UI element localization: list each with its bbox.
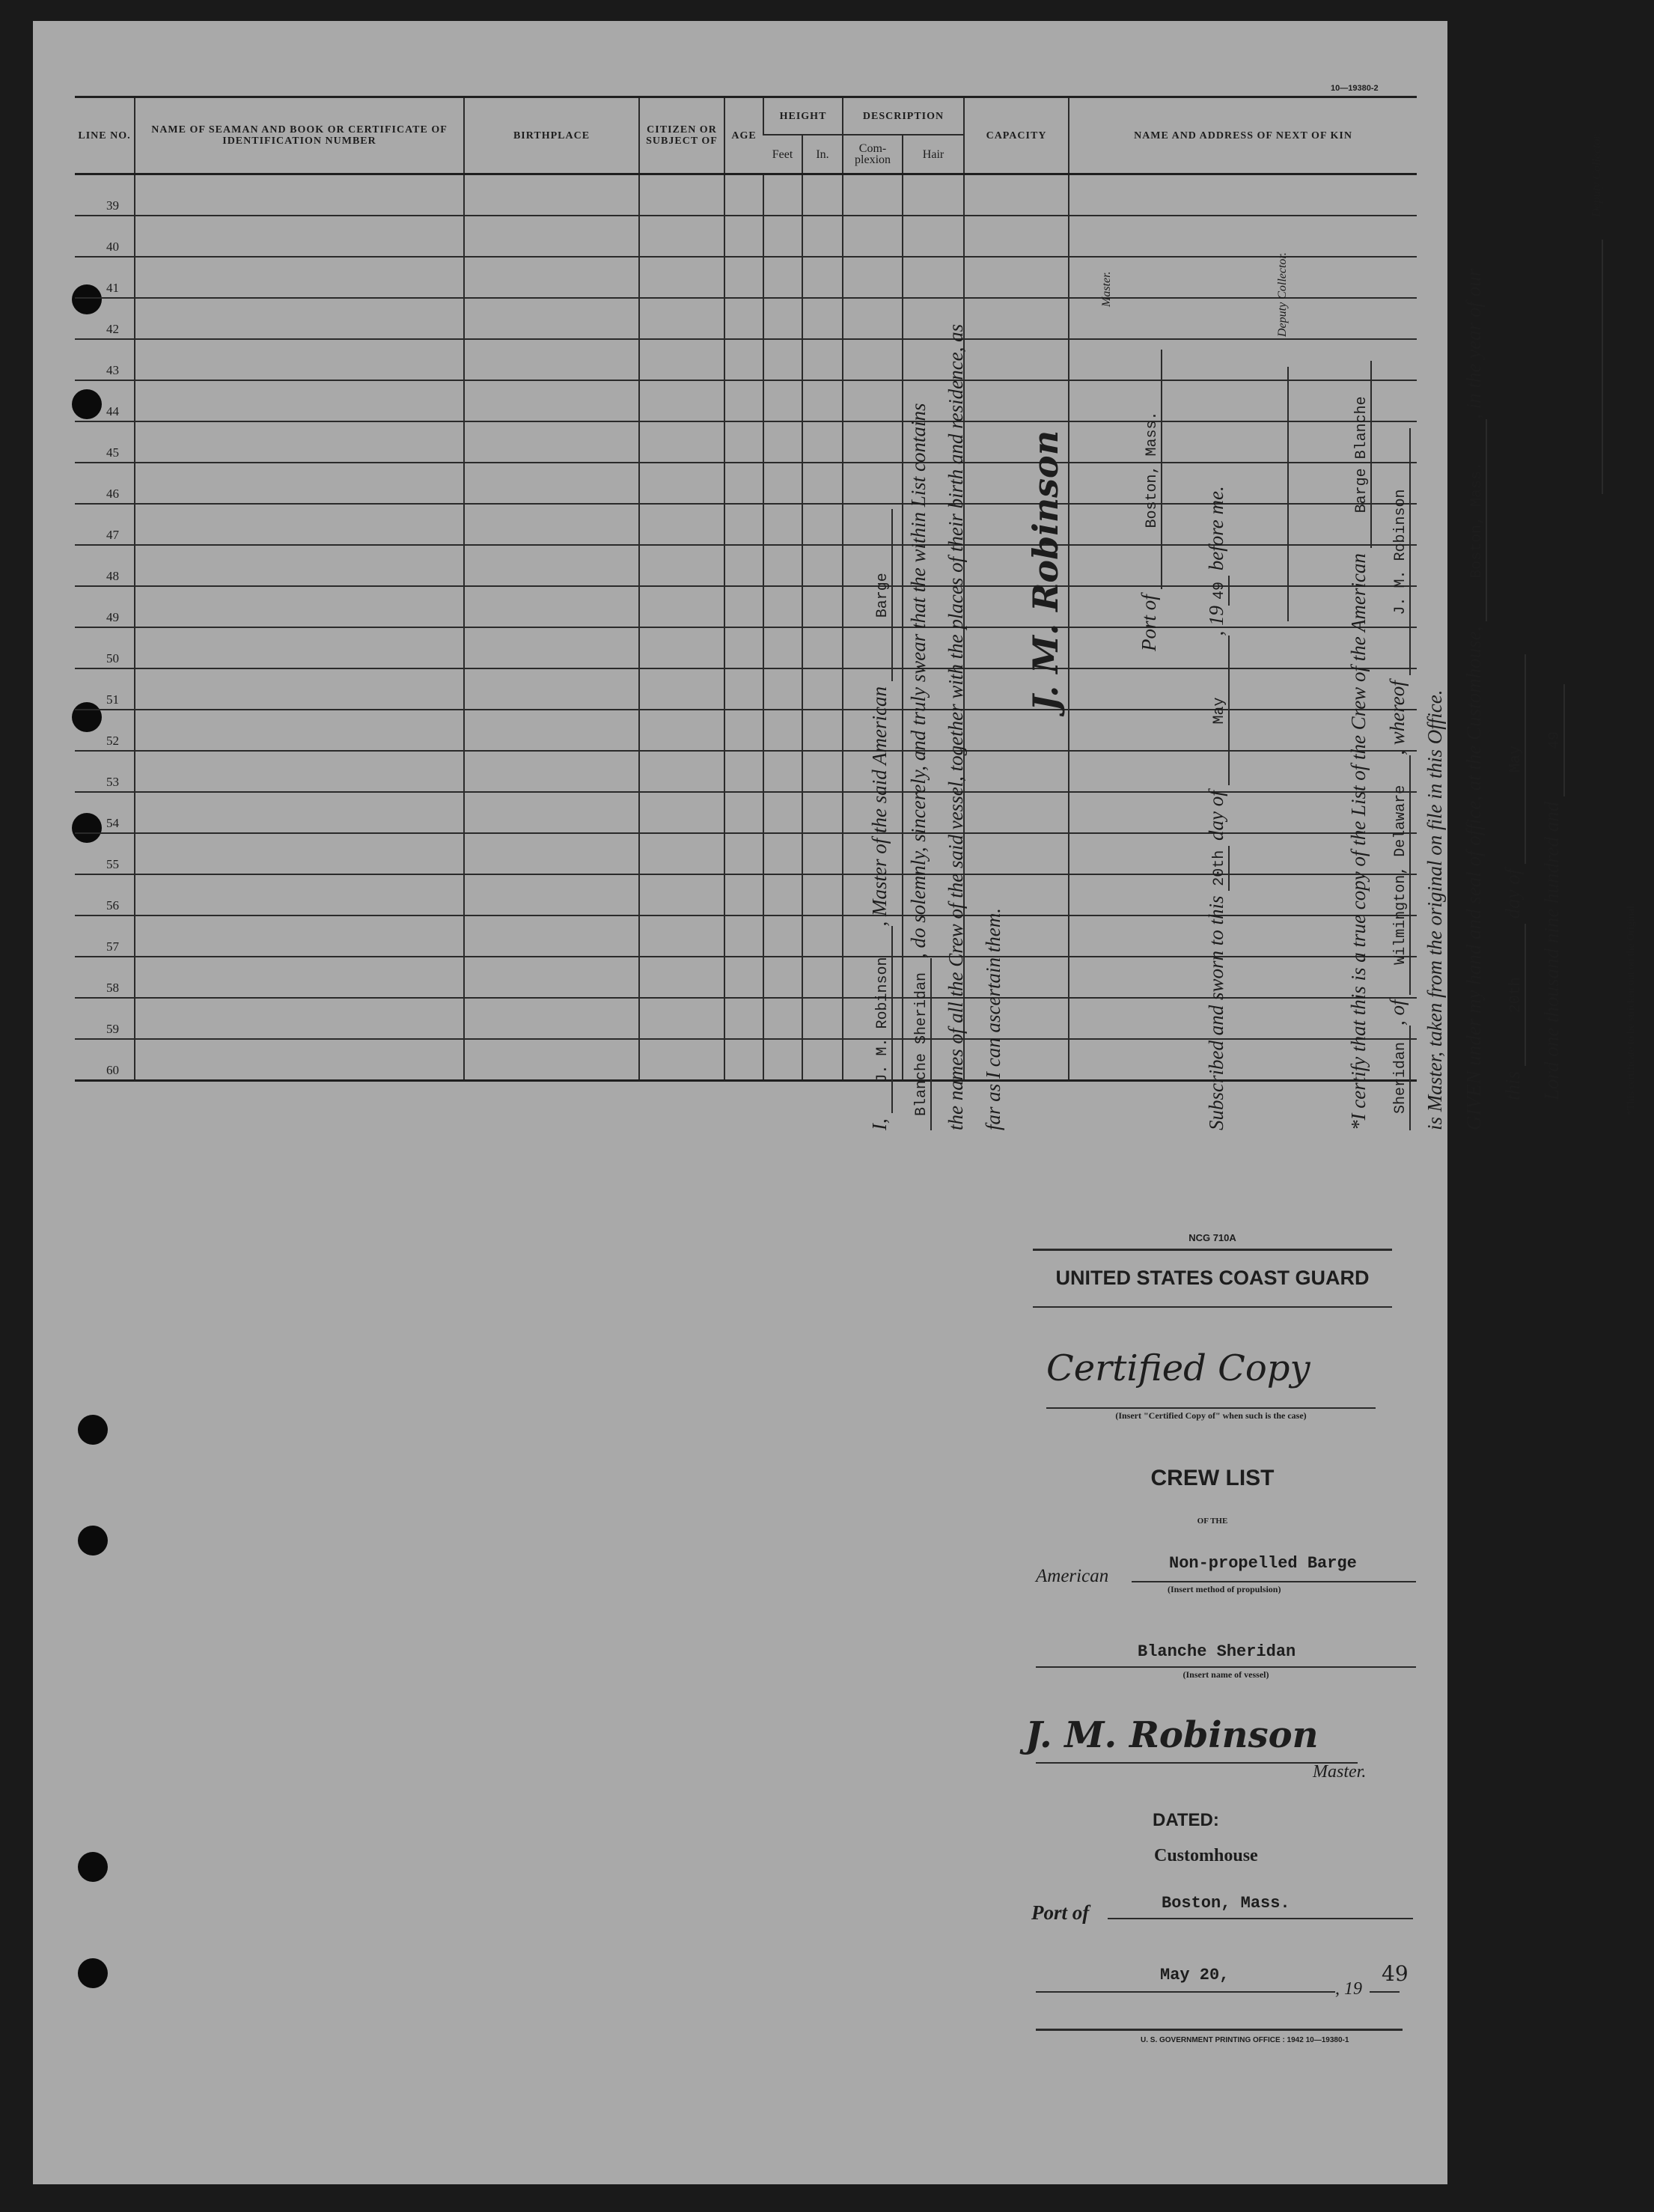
line-number: 56 <box>75 874 135 915</box>
table-cell <box>135 545 464 586</box>
table-cell <box>639 792 724 833</box>
table-cell <box>802 710 843 751</box>
table-cell <box>724 627 763 668</box>
table-cell <box>639 421 724 463</box>
table-cell <box>763 421 802 463</box>
table-cell <box>464 998 639 1039</box>
table-cell <box>802 668 843 710</box>
line-number: 59 <box>75 998 135 1039</box>
table-cell <box>464 874 639 915</box>
col-header-complexion: Com- plexion <box>843 135 903 173</box>
table-cell <box>464 504 639 545</box>
oath-line-1 <box>868 509 893 1130</box>
cover-certified-line <box>1046 1407 1376 1409</box>
table-cell <box>802 627 843 668</box>
table-cell <box>763 957 802 998</box>
subscribed-text: Subscribed and sworn to this <box>1205 895 1227 1130</box>
table-cell <box>763 339 802 380</box>
table-cell <box>763 915 802 957</box>
binder-hole-6 <box>78 1526 108 1556</box>
table-cell <box>763 504 802 545</box>
table-cell <box>135 257 464 298</box>
col-header-name: NAME OF SEAMAN AND BOOK OR CERTIFICATE OF IDENTIFICATION NUMBER <box>135 97 464 174</box>
table-cell <box>135 874 464 915</box>
table-cell <box>724 216 763 257</box>
table-cell <box>639 751 724 792</box>
table-cell <box>464 463 639 504</box>
lord-year-field: 49 <box>1546 684 1565 796</box>
table-cell <box>763 792 802 833</box>
table-cell <box>724 751 763 792</box>
cover-year-prefix: , 19 <box>1335 1979 1362 1999</box>
table-cell <box>639 668 724 710</box>
table-cell <box>763 710 802 751</box>
table-cell <box>639 463 724 504</box>
table-cell <box>135 174 464 216</box>
table-cell <box>464 627 639 668</box>
cover-master-signature: J. M. Robinson <box>1025 1714 1319 1756</box>
table-cell <box>464 710 639 751</box>
cover-rule-2 <box>1033 1306 1392 1308</box>
table-cell <box>802 339 843 380</box>
table-cell <box>763 257 802 298</box>
line-number: 52 <box>75 710 135 751</box>
cover-title: CREW LIST <box>1150 1466 1275 1490</box>
deputy-signature-line-2 <box>1602 240 1603 494</box>
cover-vessel-caption: (Insert name of vessel) <box>1182 1669 1269 1680</box>
given-line <box>1462 269 1487 1130</box>
oath-text-2: , do solemnly, sincerely, and truly swear that the within List contains <box>907 403 930 958</box>
table-cell <box>639 504 724 545</box>
table-cell <box>724 545 763 586</box>
col-header-description: DESCRIPTION <box>843 97 964 135</box>
table-cell <box>639 874 724 915</box>
col-header-citizen: CITIZEN OR SUBJECT OF <box>639 97 724 174</box>
master-caption: Master. <box>1100 271 1113 307</box>
table-cell <box>724 586 763 627</box>
table-cell <box>802 545 843 586</box>
table-cell <box>464 668 639 710</box>
table-cell <box>639 710 724 751</box>
table-cell <box>724 339 763 380</box>
cover-agency: UNITED STATES COAST GUARD <box>1055 1267 1370 1289</box>
cover-dated-label: DATED: <box>1153 1810 1219 1830</box>
cover-master-label: Master. <box>1313 1762 1367 1782</box>
line-number: 50 <box>75 627 135 668</box>
col-header-height: HEIGHT <box>763 97 843 135</box>
cover-port-value: Boston, Mass. <box>1162 1894 1290 1913</box>
cover-port-line <box>1108 1918 1413 1919</box>
line-number: 40 <box>75 216 135 257</box>
table-cell <box>464 586 639 627</box>
line-number: 51 <box>75 668 135 710</box>
line-number: 55 <box>75 833 135 874</box>
binder-hole-7 <box>78 1852 108 1882</box>
line-number: 44 <box>75 380 135 421</box>
table-cell <box>639 174 724 216</box>
whereof-label: , whereof <box>1386 680 1409 755</box>
cover-year-line <box>1370 1991 1400 1993</box>
oath-text-4: far as I can ascertain them. <box>982 908 1004 1130</box>
table-cell <box>724 504 763 545</box>
oath-text-1: , Master of the said American <box>868 686 891 927</box>
table-cell <box>464 915 639 957</box>
i-label: I, <box>868 1118 891 1130</box>
deputy-signature-line-1 <box>1287 367 1289 621</box>
table-cell <box>464 1039 639 1081</box>
table-cell <box>464 216 639 257</box>
table-cell <box>802 257 843 298</box>
table-cell <box>464 751 639 792</box>
table-cell <box>464 833 639 874</box>
table-cell <box>135 586 464 627</box>
line-number: 58 <box>75 957 135 998</box>
table-cell <box>802 957 843 998</box>
table-cell <box>763 298 802 339</box>
table-cell <box>802 298 843 339</box>
table-cell <box>724 792 763 833</box>
cover-vessel-name: Blanche Sheridan <box>1138 1642 1296 1661</box>
table-cell <box>763 586 802 627</box>
table-cell <box>464 257 639 298</box>
form-number-top: 10—19380-2 <box>1331 84 1379 93</box>
col-header-capacity: CAPACITY <box>964 97 1069 174</box>
table-cell <box>135 998 464 1039</box>
subscribed-line <box>1205 486 1230 1130</box>
cover-rule-1 <box>1033 1249 1392 1251</box>
year-prefix: , 19 <box>1205 605 1227 636</box>
lord-text: Lord one thousand nine hundred and <box>1540 801 1563 1100</box>
table-cell <box>802 1039 843 1081</box>
table-cell <box>135 339 464 380</box>
cover-form-code: NCG 710A <box>1188 1232 1236 1243</box>
day-label: day of <box>1205 790 1227 841</box>
table-cell <box>724 463 763 504</box>
table-cell <box>464 380 639 421</box>
cover-customhouse: Customhouse <box>1154 1846 1258 1865</box>
table-cell <box>464 421 639 463</box>
master-name-field: J. M. Robinson <box>874 927 893 1114</box>
cover-vessel-line <box>1036 1666 1416 1668</box>
table-cell <box>724 874 763 915</box>
home-port-field: Wilmington, Delaware <box>1392 755 1411 995</box>
table-cell <box>802 792 843 833</box>
table-cell <box>724 998 763 1039</box>
cert-vessel-cont-field: Sheridan <box>1392 1026 1411 1130</box>
cover-of-the: OF THE <box>1197 1517 1228 1526</box>
table-cell <box>763 1039 802 1081</box>
table-cell <box>464 792 639 833</box>
table-cell <box>639 627 724 668</box>
cover-date-value: May 20, <box>1160 1966 1230 1984</box>
table-cell <box>802 833 843 874</box>
table-cell <box>639 915 724 957</box>
cover-year-value: 49 <box>1382 1961 1409 1986</box>
day-field: 20th <box>1211 846 1230 891</box>
line-number: 46 <box>75 463 135 504</box>
table-cell <box>639 833 724 874</box>
cover-certified-handwritten: Certified Copy <box>1046 1347 1310 1389</box>
col-header-next-of-kin: NAME AND ADDRESS OF NEXT OF KIN <box>1069 97 1417 174</box>
table-cell <box>763 751 802 792</box>
line-number: 41 <box>75 257 135 298</box>
table-cell <box>724 915 763 957</box>
table-cell <box>464 298 639 339</box>
col-header-birthplace: BIRTHPLACE <box>464 97 639 174</box>
line-number: 60 <box>75 1039 135 1081</box>
table-cell <box>135 957 464 998</box>
table-cell <box>802 751 843 792</box>
table-cell <box>763 545 802 586</box>
table-cell <box>763 998 802 1039</box>
col-header-inches: In. <box>802 135 843 173</box>
given-place-field: Boston, Mass. <box>1468 419 1487 621</box>
table-cell <box>802 998 843 1039</box>
table-cell <box>802 874 843 915</box>
cover-propulsion-line <box>1132 1581 1416 1582</box>
table-cell <box>639 586 724 627</box>
table-cell <box>724 257 763 298</box>
table-cell <box>802 380 843 421</box>
before-me-text: before me. <box>1205 486 1227 576</box>
cert-vessel-field: Barge Blanche <box>1353 361 1372 548</box>
year-field: 49 <box>1211 576 1230 606</box>
table-cell <box>135 1039 464 1081</box>
table-cell <box>639 380 724 421</box>
table-cell <box>802 216 843 257</box>
cover-propulsion: Non-propelled Barge <box>1169 1554 1357 1573</box>
month2-field: May <box>1507 654 1526 864</box>
line-number: 49 <box>75 586 135 627</box>
line-number: 48 <box>75 545 135 586</box>
oath-line-2 <box>907 403 932 1130</box>
footnote: *This certificate to be stricken out on the Original. <box>1626 903 1637 1115</box>
month-field: May <box>1211 636 1230 785</box>
line-number: 57 <box>75 915 135 957</box>
vessel-name-field: Blanche Sheridan <box>913 958 932 1130</box>
table-cell <box>464 545 639 586</box>
table-cell <box>802 504 843 545</box>
table-cell <box>135 298 464 339</box>
day-of-label-2: day of <box>1501 868 1524 919</box>
line-number: 54 <box>75 792 135 833</box>
binder-hole-5 <box>78 1415 108 1445</box>
table-cell <box>639 957 724 998</box>
cover-propulsion-caption: (Insert method of propulsion) <box>1168 1584 1281 1594</box>
table-cell <box>763 874 802 915</box>
table-cell <box>135 833 464 874</box>
table-cell <box>724 957 763 998</box>
deputy-caption-1: Deputy Collector. <box>1276 252 1289 337</box>
vessel-type-field: Barge <box>874 509 893 681</box>
table-cell <box>135 216 464 257</box>
table-cell <box>763 833 802 874</box>
table-cell <box>724 380 763 421</box>
cover-printer-line: U. S. GOVERNMENT PRINTING OFFICE : 1942 10—19380-1 <box>1141 2036 1349 2044</box>
table-cell <box>135 380 464 421</box>
cover-rule-bottom <box>1036 2029 1403 2031</box>
table-cell <box>802 915 843 957</box>
table-cell <box>639 339 724 380</box>
given-text: GIVEN under my hand and seal of office, at the Customhouse, <box>1462 626 1485 1130</box>
certify-text: *I certify that this is a true copy of the List of the Crew of the American <box>1347 553 1370 1130</box>
line-number: 39 <box>75 174 135 216</box>
table-cell <box>135 915 464 957</box>
this-label: this <box>1501 1070 1524 1100</box>
line-number: 45 <box>75 421 135 463</box>
port-field: Boston, Mass. <box>1144 350 1162 589</box>
col-header-age: AGE <box>724 97 763 174</box>
oath-text-3: the names of all the Crew of the said vessel, together with the places of their birth and residence, as <box>945 323 967 1130</box>
col-header-line-no: LINE NO. <box>75 97 135 174</box>
is-master-text: is Master, taken from the original on file in this Office. <box>1423 689 1446 1130</box>
binder-hole-8 <box>78 1958 108 1988</box>
lord-line <box>1540 684 1565 1100</box>
table-cell <box>724 668 763 710</box>
table-cell <box>802 463 843 504</box>
col-header-feet: Feet <box>763 135 802 173</box>
of-label: , of <box>1386 999 1409 1026</box>
line-number: 43 <box>75 339 135 380</box>
cover-date-line <box>1036 1991 1335 1993</box>
line-number: 47 <box>75 504 135 545</box>
table-cell <box>135 710 464 751</box>
certify-line <box>1347 361 1372 1130</box>
line-number: 42 <box>75 298 135 339</box>
table-cell <box>763 627 802 668</box>
table-cell <box>135 463 464 504</box>
this-day-field: 20th <box>1507 924 1526 1066</box>
table-cell <box>763 463 802 504</box>
table-cell <box>639 1039 724 1081</box>
in-year-text: , in the year of our <box>1462 268 1485 419</box>
table-cell <box>464 339 639 380</box>
table-cell <box>763 216 802 257</box>
table-cell <box>464 957 639 998</box>
table-cell <box>464 174 639 216</box>
table-cell <box>135 751 464 792</box>
this-day-line <box>1501 654 1526 1100</box>
line-number: 53 <box>75 751 135 792</box>
table-cell <box>724 710 763 751</box>
table-cell <box>639 257 724 298</box>
master-signature: J. M. Robinson <box>1025 430 1066 711</box>
table-cell <box>639 216 724 257</box>
port-line <box>1138 350 1162 651</box>
of-line <box>1386 429 1411 1131</box>
table-cell <box>724 174 763 216</box>
table-cell <box>724 421 763 463</box>
cover-american-label: American <box>1036 1566 1109 1586</box>
cover-port-label: Port of <box>1031 1901 1090 1924</box>
table-cell <box>763 668 802 710</box>
col-header-hair: Hair <box>903 135 964 173</box>
table-cell <box>763 380 802 421</box>
table-cell <box>135 668 464 710</box>
deputy-caption-2: Deputy Collector. <box>1590 132 1603 217</box>
table-cell <box>639 998 724 1039</box>
cover-certified-caption: (Insert "Certified Copy of" when such is the case) <box>1115 1410 1307 1421</box>
table-cell <box>135 421 464 463</box>
table-cell <box>724 833 763 874</box>
table-cell <box>639 545 724 586</box>
table-cell <box>724 298 763 339</box>
table-cell <box>639 298 724 339</box>
table-cell <box>802 174 843 216</box>
table-cell <box>802 586 843 627</box>
table-cell <box>724 1039 763 1081</box>
table-cell <box>135 792 464 833</box>
cert-master-field: J. M. Robinson <box>1392 429 1411 676</box>
cover-master-line <box>1036 1762 1358 1764</box>
table-cell <box>135 627 464 668</box>
table-cell <box>802 421 843 463</box>
port-label: Port of <box>1138 594 1160 651</box>
table-cell <box>135 504 464 545</box>
table-cell <box>763 174 802 216</box>
oath-certificate-block <box>868 97 1654 1130</box>
